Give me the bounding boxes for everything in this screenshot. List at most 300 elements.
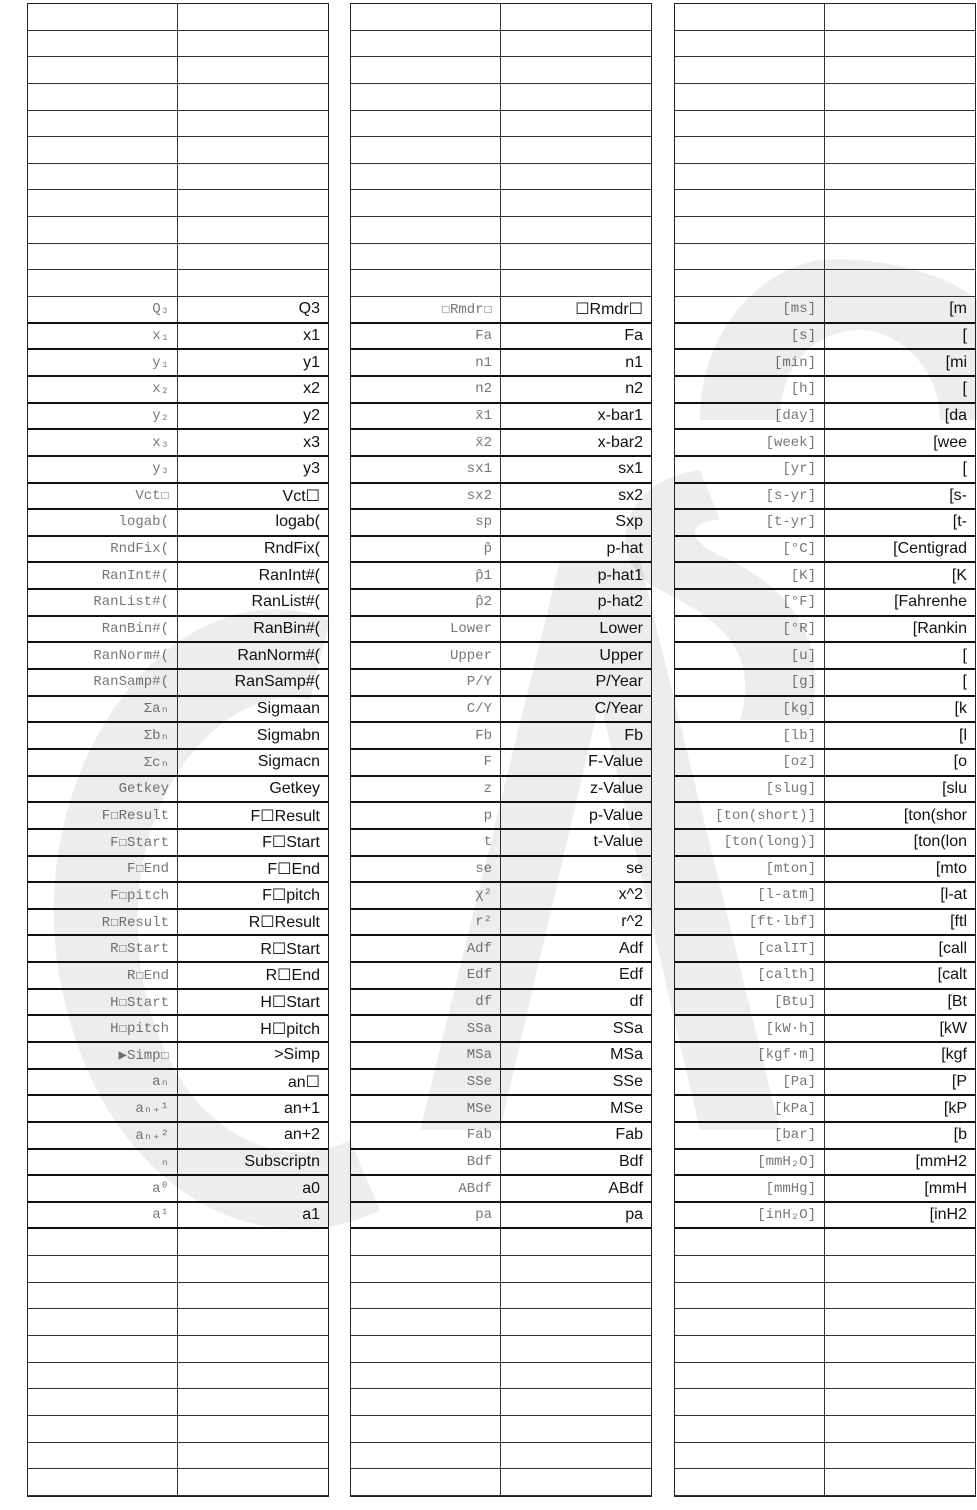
code-cell <box>675 1389 825 1415</box>
code-cell: [day] <box>675 404 825 429</box>
code-cell: [u] <box>675 643 825 668</box>
table-row <box>351 857 651 884</box>
name-cell <box>825 1443 975 1469</box>
table-row <box>675 697 975 724</box>
table-row <box>28 563 328 590</box>
name-cell <box>501 137 651 163</box>
name-cell: Fa <box>624 327 643 344</box>
name-cell <box>501 1229 651 1255</box>
name-cell: sx1 <box>618 460 643 478</box>
table-row <box>351 217 651 244</box>
name-cell: x-bar2 <box>597 433 643 451</box>
table-row <box>351 617 651 644</box>
code-cell: [oz] <box>675 750 825 775</box>
table-row <box>675 803 975 830</box>
name-cell <box>825 1389 975 1415</box>
name-cell: ABdf <box>608 1179 643 1197</box>
name-cell: [kP <box>943 1099 967 1117</box>
name-cell <box>501 244 651 270</box>
name-cell: [kgf <box>941 1046 967 1064</box>
name-cell <box>501 111 651 137</box>
code-cell <box>28 84 178 110</box>
table-row <box>28 1229 328 1256</box>
table-row <box>351 430 651 457</box>
name-cell <box>825 244 975 270</box>
table-row <box>351 457 651 484</box>
table-row <box>675 563 975 590</box>
table-row <box>28 484 328 511</box>
name-cell <box>178 1229 328 1255</box>
code-cell <box>675 1283 825 1309</box>
name-cell: Sigmabn <box>256 726 320 744</box>
name-cell <box>825 1469 975 1495</box>
name-cell: an+2 <box>283 1126 320 1144</box>
code-cell: [bar] <box>675 1123 825 1148</box>
code-cell: [s-yr] <box>675 484 825 509</box>
table-row <box>28 777 328 804</box>
code-cell: y₂ <box>28 404 178 429</box>
table-row <box>351 510 651 537</box>
code-cell: [kgf·m] <box>675 1043 825 1068</box>
table-row <box>28 1123 328 1150</box>
table-row <box>28 723 328 750</box>
code-cell: n1 <box>351 350 501 375</box>
name-cell <box>178 1443 328 1469</box>
code-cell: p̂1 <box>351 563 501 588</box>
code-cell: [mton] <box>675 857 825 882</box>
code-cell: p <box>351 803 501 828</box>
name-cell: F☐Result <box>250 807 320 825</box>
table-row <box>351 1070 651 1097</box>
code-cell: [h] <box>675 377 825 402</box>
name-cell: RanInt#( <box>258 566 320 584</box>
table-row <box>28 57 328 84</box>
name-cell <box>501 1363 651 1389</box>
table-row <box>675 1229 975 1256</box>
name-cell <box>501 1336 651 1362</box>
name-cell <box>501 1469 651 1495</box>
name-cell <box>178 270 328 296</box>
table-row <box>28 190 328 217</box>
table-row <box>351 31 651 58</box>
code-cell: RanInt#( <box>28 563 178 588</box>
code-cell <box>675 270 825 296</box>
code-cell: ₙ <box>28 1150 178 1175</box>
table-row <box>675 830 975 857</box>
name-cell: [o <box>953 753 967 771</box>
code-cell: Fab <box>351 1123 501 1148</box>
name-cell: [inH2 <box>929 1206 967 1224</box>
code-cell <box>675 1469 825 1495</box>
name-cell <box>501 190 651 216</box>
name-cell <box>825 1309 975 1335</box>
table-row <box>675 1096 975 1123</box>
table-row <box>675 31 975 58</box>
table-row <box>28 697 328 724</box>
code-cell: [lb] <box>675 723 825 748</box>
code-cell: [kPa] <box>675 1096 825 1121</box>
name-cell: RanNorm#( <box>237 646 320 664</box>
table-row <box>351 350 651 377</box>
table-row <box>28 990 328 1017</box>
table-row <box>28 510 328 537</box>
name-cell: [ <box>962 460 967 478</box>
code-cell: F <box>351 750 501 775</box>
code-cell <box>351 1309 501 1335</box>
code-cell: F☐Result <box>28 803 178 828</box>
code-cell <box>675 1443 825 1469</box>
table-row <box>675 990 975 1017</box>
name-cell: [K <box>951 566 967 584</box>
code-cell: F☐End <box>28 857 178 882</box>
name-cell <box>825 31 975 57</box>
table-row <box>675 137 975 164</box>
table-row <box>351 4 651 31</box>
code-cell <box>28 1469 178 1495</box>
code-cell <box>675 84 825 110</box>
name-cell: an+1 <box>283 1099 320 1117</box>
table-row <box>675 617 975 644</box>
name-cell <box>178 244 328 270</box>
code-cell: MSe <box>351 1096 501 1121</box>
code-cell: RanSamp#( <box>28 670 178 695</box>
name-cell: H☐pitch <box>260 1020 320 1038</box>
table-row <box>28 670 328 697</box>
table-row <box>28 1336 328 1363</box>
name-cell <box>178 57 328 83</box>
table-row <box>675 324 975 351</box>
code-cell: ☐Rmdr☐ <box>351 297 501 322</box>
table-row <box>351 324 651 351</box>
code-cell <box>675 190 825 216</box>
name-cell <box>178 1256 328 1282</box>
table-row <box>675 4 975 31</box>
name-cell: Sxp <box>615 513 643 531</box>
code-cell <box>28 1443 178 1469</box>
table-row <box>351 1123 651 1150</box>
name-cell: x^2 <box>618 886 643 904</box>
name-cell: df <box>629 993 643 1011</box>
name-cell: SSa <box>612 1019 643 1037</box>
name-cell: [ton(lon <box>913 833 967 851</box>
name-cell <box>825 111 975 137</box>
name-cell: y2 <box>303 406 320 424</box>
code-cell <box>351 1416 501 1442</box>
code-cell: [slug] <box>675 777 825 802</box>
table-row <box>28 111 328 138</box>
code-cell <box>28 31 178 57</box>
name-cell <box>825 164 975 190</box>
name-cell <box>825 84 975 110</box>
name-cell: Bdf <box>618 1152 643 1170</box>
name-cell: R☐Start <box>260 940 320 958</box>
name-cell: r^2 <box>621 913 643 931</box>
name-cell: F-Value <box>588 753 643 771</box>
name-cell: [mto <box>935 859 967 877</box>
code-cell: y₁ <box>28 350 178 375</box>
table-row <box>675 1416 975 1443</box>
code-cell: x̄2 <box>351 430 501 455</box>
name-cell: x1 <box>303 327 320 344</box>
code-cell <box>351 1256 501 1282</box>
code-cell <box>28 1283 178 1309</box>
name-cell <box>178 84 328 110</box>
table-row <box>675 883 975 910</box>
table-row <box>351 1096 651 1123</box>
table-row <box>675 1283 975 1310</box>
table-row <box>675 1203 975 1230</box>
name-cell <box>501 4 651 30</box>
code-cell: Σaₙ <box>28 697 178 722</box>
name-cell: F☐End <box>267 860 320 878</box>
table-row <box>28 857 328 884</box>
name-cell <box>501 1443 651 1469</box>
code-cell: [l-atm] <box>675 883 825 908</box>
name-cell: t-Value <box>593 833 643 851</box>
table-row <box>28 590 328 617</box>
table-row <box>351 1150 651 1177</box>
name-cell <box>178 1416 328 1442</box>
name-cell <box>178 217 328 243</box>
code-cell: [Btu] <box>675 990 825 1015</box>
code-cell <box>351 190 501 216</box>
code-cell: [s] <box>675 324 825 349</box>
code-cell: H☐Start <box>28 990 178 1015</box>
code-cell <box>675 1229 825 1255</box>
code-cell <box>351 164 501 190</box>
table-row <box>675 484 975 511</box>
code-cell: [mmHg] <box>675 1176 825 1201</box>
code-cell: r² <box>351 910 501 935</box>
code-cell <box>28 4 178 30</box>
name-cell <box>178 1309 328 1335</box>
table-row <box>675 404 975 431</box>
name-cell <box>825 217 975 243</box>
table-row <box>675 537 975 564</box>
code-cell: p̂ <box>351 537 501 562</box>
table-row <box>675 1043 975 1070</box>
table-row <box>28 404 328 431</box>
name-cell: [l-at <box>940 886 967 904</box>
table-row <box>351 484 651 511</box>
name-cell: C/Year <box>594 699 643 717</box>
table-row <box>28 643 328 670</box>
name-cell: [mmH2 <box>915 1152 967 1170</box>
table-row <box>28 1150 328 1177</box>
table-row <box>675 750 975 777</box>
table-row <box>28 1363 328 1390</box>
name-cell: [P <box>951 1072 967 1090</box>
name-cell <box>501 164 651 190</box>
code-cell: [week] <box>675 430 825 455</box>
name-cell: x2 <box>303 380 320 398</box>
code-cell <box>351 1283 501 1309</box>
code-cell <box>351 111 501 137</box>
name-cell <box>825 1336 975 1362</box>
table-row <box>675 430 975 457</box>
table-row <box>351 910 651 937</box>
code-cell: SSe <box>351 1070 501 1095</box>
table-row <box>351 1229 651 1256</box>
name-cell: [ <box>962 327 967 344</box>
table-row <box>351 1443 651 1470</box>
code-cell: [ft·lbf] <box>675 910 825 935</box>
name-cell: [Rankin <box>912 620 967 638</box>
name-cell: n1 <box>625 353 643 371</box>
code-cell: Σcₙ <box>28 750 178 775</box>
code-cell <box>675 31 825 57</box>
table-row <box>351 164 651 191</box>
code-cell: Getkey <box>28 777 178 802</box>
code-cell <box>28 217 178 243</box>
name-cell: [da <box>944 406 967 424</box>
code-cell: se <box>351 857 501 882</box>
code-cell: logab( <box>28 510 178 535</box>
name-cell: [ <box>962 380 967 398</box>
code-cell: [calth] <box>675 963 825 988</box>
table-row <box>675 1123 975 1150</box>
code-cell <box>675 164 825 190</box>
table-row <box>28 164 328 191</box>
name-cell <box>825 1416 975 1442</box>
table-row <box>28 31 328 58</box>
table-row <box>351 1256 651 1283</box>
code-cell: Q₃ <box>28 297 178 322</box>
code-cell: R☐End <box>28 963 178 988</box>
code-table-middle <box>350 3 652 1497</box>
table-row <box>351 936 651 963</box>
table-row <box>675 1389 975 1416</box>
code-cell: [ms] <box>675 297 825 322</box>
table-row <box>351 297 651 324</box>
table-row <box>351 1176 651 1203</box>
code-cell: [inH₂O] <box>675 1203 825 1228</box>
code-cell: p̂2 <box>351 590 501 615</box>
table-row <box>675 457 975 484</box>
table-row <box>675 670 975 697</box>
name-cell: [ <box>962 646 967 664</box>
table-row <box>28 883 328 910</box>
table-row <box>28 537 328 564</box>
code-cell <box>351 4 501 30</box>
name-cell <box>825 1256 975 1282</box>
code-cell <box>351 1443 501 1469</box>
code-cell: Upper <box>351 643 501 668</box>
table-row <box>28 1043 328 1070</box>
name-cell: [Centigrad <box>893 540 967 558</box>
code-cell: [kg] <box>675 697 825 722</box>
table-row <box>351 84 651 111</box>
name-cell: >Simp <box>274 1046 320 1064</box>
table-row <box>28 1389 328 1416</box>
table-row <box>351 404 651 431</box>
name-cell: a0 <box>302 1179 320 1197</box>
name-cell: an☐ <box>287 1073 320 1091</box>
code-cell <box>28 1416 178 1442</box>
code-cell: [°R] <box>675 617 825 642</box>
table-row <box>351 1016 651 1043</box>
table-row <box>675 510 975 537</box>
code-cell: [°F] <box>675 590 825 615</box>
name-cell: [call <box>938 939 967 957</box>
name-cell <box>178 137 328 163</box>
code-cell: t <box>351 830 501 855</box>
table-row <box>675 1070 975 1097</box>
code-cell <box>28 137 178 163</box>
code-cell <box>28 111 178 137</box>
code-cell: n2 <box>351 377 501 402</box>
table-row <box>351 1283 651 1310</box>
name-cell: logab( <box>275 513 320 531</box>
table-row <box>351 137 651 164</box>
table-row <box>351 590 651 617</box>
code-cell: SSa <box>351 1016 501 1041</box>
code-cell: y₃ <box>28 457 178 482</box>
name-cell: RndFix( <box>263 540 320 558</box>
name-cell: y1 <box>303 353 320 371</box>
name-cell <box>501 1283 651 1309</box>
table-row <box>28 457 328 484</box>
table-row <box>675 1469 975 1496</box>
name-cell: [wee <box>933 433 967 451</box>
code-cell: ▶Simp☐ <box>28 1043 178 1068</box>
name-cell <box>825 1229 975 1255</box>
code-cell: a⁰ <box>28 1176 178 1201</box>
table-row <box>351 803 651 830</box>
table-row <box>351 1203 651 1230</box>
name-cell: [slu <box>942 779 967 797</box>
code-cell: C/Y <box>351 697 501 722</box>
code-cell: RndFix( <box>28 537 178 562</box>
name-cell: RanList#( <box>251 593 320 611</box>
table-row <box>351 563 651 590</box>
table-row <box>28 324 328 351</box>
code-cell: Vct☐ <box>28 484 178 509</box>
table-row <box>351 990 651 1017</box>
code-cell <box>675 1336 825 1362</box>
code-cell: Edf <box>351 963 501 988</box>
table-row <box>675 1363 975 1390</box>
name-cell: [m <box>949 300 967 318</box>
code-cell: Bdf <box>351 1150 501 1175</box>
table-row <box>28 1443 328 1470</box>
table-row <box>351 963 651 990</box>
name-cell: [b <box>953 1126 967 1144</box>
name-cell <box>825 1283 975 1309</box>
code-cell: [kW·h] <box>675 1016 825 1041</box>
name-cell: [ftl <box>950 913 967 931</box>
name-cell: sx2 <box>618 486 643 504</box>
code-cell: RanBin#( <box>28 617 178 642</box>
name-cell: Sigmacn <box>257 753 320 771</box>
code-cell: P/Y <box>351 670 501 695</box>
name-cell: Subscriptn <box>244 1152 320 1170</box>
table-row <box>675 377 975 404</box>
table-row <box>675 1016 975 1043</box>
table-row <box>28 270 328 297</box>
table-row <box>28 617 328 644</box>
code-cell <box>675 1416 825 1442</box>
table-row <box>28 750 328 777</box>
table-row <box>28 1469 328 1496</box>
code-cell <box>351 1229 501 1255</box>
table-row <box>28 244 328 271</box>
name-cell: Sigmaan <box>256 699 320 717</box>
code-cell: [Pa] <box>675 1070 825 1095</box>
code-cell: x₂ <box>28 377 178 402</box>
table-row <box>351 1043 651 1070</box>
table-row <box>351 244 651 271</box>
